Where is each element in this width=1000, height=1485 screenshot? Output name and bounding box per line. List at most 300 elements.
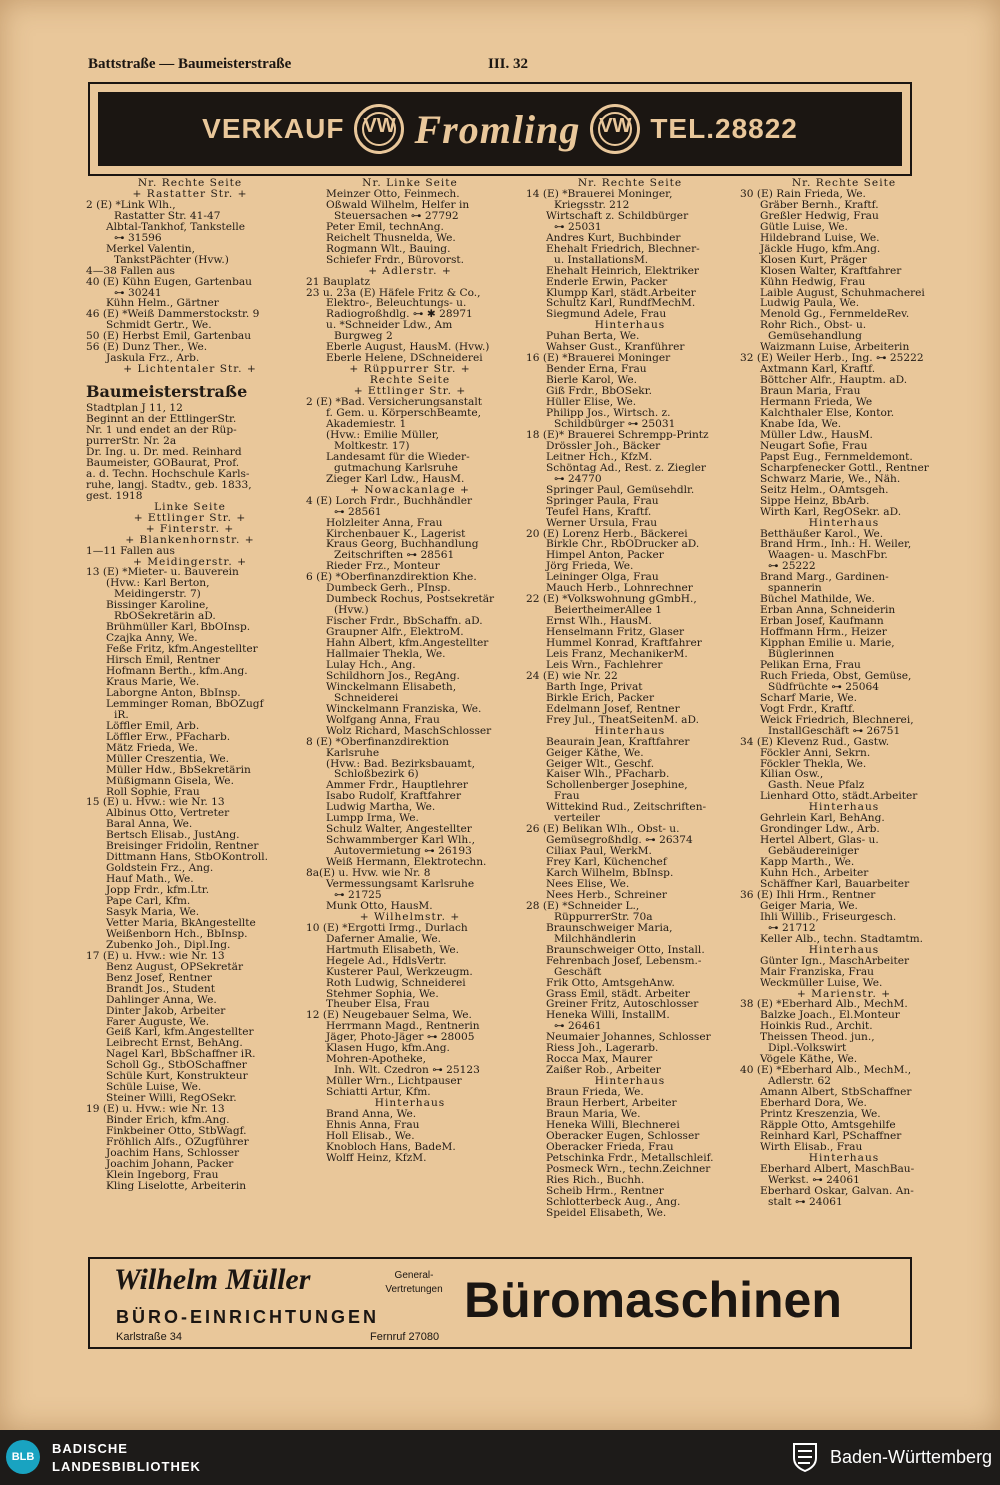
- directory-entry: Oberacker Frieda, Frau: [546, 1140, 674, 1153]
- directory-entry: Geiger Käthe, We.: [546, 746, 644, 759]
- directory-entry: Frau: [554, 790, 580, 803]
- directory-entry: Sippe Heinz, BbArb.: [760, 494, 870, 507]
- directory-entry: Meidingerstr. 7): [114, 588, 201, 601]
- directory-entry: Stehmer Sophia, We.: [326, 987, 439, 1000]
- section-label: Rechte Seite: [369, 374, 451, 387]
- directory-entry: 4—38 Fallen aus: [86, 264, 175, 277]
- directory-entry: Keller Alb., techn. Stadtamtm.: [760, 932, 924, 945]
- directory-entry: Bertsch Elisab., JustAng.: [106, 829, 240, 842]
- directory-entry: Jörg Frieda, We.: [546, 560, 634, 573]
- directory-entry: gutmachung Karlsruhe: [334, 461, 458, 474]
- directory-entry: Ruch Frieda, Obst, Gemüse,: [760, 669, 912, 682]
- directory-entry: Hertel Albert, Glas- u.: [760, 834, 879, 847]
- section-label: Hinterhaus: [808, 1151, 880, 1164]
- directory-entry: 4 (E) Lorch Frdr., Buchhändler: [306, 494, 473, 507]
- directory-entry: Stadtplan J 11, 12: [86, 402, 183, 415]
- directory-entry: (Hvw.: Bad. Bezirksbauamt,: [326, 757, 475, 770]
- directory-entry: ⊶ 24770: [554, 472, 602, 485]
- directory-entry: Karlsruhe: [326, 746, 380, 759]
- directory-entry: 22 (E) *Volkswohnung gGmbH.,: [526, 593, 697, 606]
- directory-entry: Müßigmann Gisela, We.: [106, 774, 234, 787]
- directory-entry: 40 (E) Kühn Eugen, Gartenbau: [86, 275, 253, 288]
- directory-entry: Breisinger Fridolin, Rentner: [106, 840, 259, 853]
- directory-entry: ⊶ 21712: [768, 921, 816, 934]
- directory-entry: Hauf Math., We.: [106, 873, 194, 886]
- directory-entry: Schneiderei: [334, 691, 399, 704]
- directory-entry: Seitz Helm., OAmtsgeh.: [760, 483, 889, 496]
- directory-entry: Fröhlich Alfs., OZugführer: [106, 1136, 249, 1149]
- directory-entry: Theuber Elsa, Frau: [326, 998, 430, 1011]
- directory-entry: Werner Ursula, Frau: [546, 516, 658, 529]
- directory-entry: Papst Eug., Fernmeldemont.: [760, 450, 913, 463]
- directory-entry: Räpple Otto, Amtsgehilfe: [760, 1118, 896, 1131]
- section-label: Nr. Rechte Seite: [137, 178, 243, 189]
- directory-entry: Schildhorn Jos., RegAng.: [326, 669, 460, 682]
- directory-entry: Waagen- u. MaschFbr.: [768, 549, 888, 562]
- directory-entry: ruhe, langj. Stadtv., geb. 1833,: [86, 478, 252, 491]
- directory-entry: Rieder Frz., Monteur: [326, 560, 440, 573]
- directory-entry: Bissinger Karoline,: [106, 599, 209, 612]
- directory-entry: Speidel Elisabeth, We.: [546, 1206, 667, 1219]
- directory-entry: Hartmuth Elisabeth, We.: [326, 943, 459, 956]
- directory-entry: RüppurrerStr. 70a: [554, 910, 653, 923]
- directory-entry: Geiß Karl, kfm.Angestellter: [106, 1026, 254, 1039]
- directory-entry: Braun Herbert, Arbeiter: [546, 1097, 677, 1110]
- directory-entry: 2 (E) *Bad. Versicherungsanstalt: [306, 396, 482, 409]
- directory-entry: Ludwig Martha, We.: [326, 801, 436, 814]
- directory-entry: Schollenberger Josephine,: [546, 779, 688, 792]
- directory-entry: 32 (E) Weiler Herb., Ing. ⊶ 25222: [740, 352, 924, 365]
- directory-entry: ⊶ 28561: [334, 505, 382, 518]
- directory-entry: Kühn Hedwig, Frau: [760, 275, 866, 288]
- directory-entry: Kling Liselotte, Arbeiterin: [106, 1179, 247, 1192]
- directory-entry: Weick Friedrich, Blechnerei,: [760, 713, 914, 726]
- directory-entry: Winckelmann Elisabeth,: [326, 680, 457, 693]
- directory-entry: Ihli Willib., Friseurgesch.: [760, 910, 897, 923]
- directory-entry: Frey Jul., TheatSeitenM. aD.: [546, 713, 699, 726]
- directory-entry: 8 (E) *Oberfinanzdirektion: [306, 735, 449, 748]
- directory-entry: Müller Wrn., Lichtpauser: [326, 1075, 462, 1088]
- baden-wuerttemberg-crest-icon: [792, 1442, 818, 1472]
- directory-entry: Mohren-Apotheke,: [326, 1053, 426, 1066]
- directory-entry: Hermann Frieda, We: [760, 396, 873, 409]
- directory-entry: Peter Emil, technAng.: [326, 220, 444, 233]
- directory-entry: Geiger Maria, We.: [760, 899, 858, 912]
- directory-entry: Baumeister, GOBaurat, Prof.: [86, 456, 240, 469]
- directory-entry: Gasth. Neue Pfalz: [768, 779, 865, 792]
- directory-entry: Leininger Olga, Frau: [546, 571, 659, 584]
- directory-entry: Wittekind Rud., Zeitschriften-: [546, 801, 707, 814]
- directory-entry: Hoinkis Rud., Archit.: [760, 1020, 873, 1033]
- directory-entry: 6 (E) *Oberfinanzdirektion Khe.: [306, 571, 477, 584]
- directory-entry: Kraus Georg, Buchhandlung: [326, 538, 479, 551]
- page-header-streets: Battstraße — Baumeisterstraße: [88, 56, 292, 72]
- directory-entry: Posmeck Wrn., techn.Zeichner: [546, 1162, 711, 1175]
- library-name-line2[interactable]: LANDESBIBLIOTHEK: [52, 1459, 201, 1474]
- directory-entry: ⊶ 21725: [334, 888, 382, 901]
- directory-entry: Kühn Helm., Gärtner: [106, 297, 219, 310]
- directory-entry: Himpel Anton, Packer: [546, 549, 664, 562]
- directory-entry: Merkel Valentin,: [106, 242, 195, 255]
- directory-entry: Knabe Ida, We.: [760, 417, 842, 430]
- directory-entry: Werkst. ⊶ 24061: [768, 1173, 860, 1186]
- directory-entry: Nees Herb., Schreiner: [546, 888, 667, 901]
- directory-entry: Kirchenbauer K., Lagerist: [326, 527, 466, 540]
- directory-entry: ⊶ 30241: [114, 286, 162, 299]
- directory-entry: Scholl Gg., StbOSchaffner: [106, 1059, 247, 1072]
- directory-entry: Braun Maria, Frau: [760, 385, 861, 398]
- directory-entry: Gütle Luise, We.: [760, 220, 848, 233]
- directory-entry: 21 Bauplatz: [306, 275, 371, 288]
- directory-entry: Wolfgang Anna, Frau: [326, 713, 440, 726]
- section-label: Hinterhaus: [594, 1075, 666, 1088]
- directory-entry: Scharf Marie, We.: [760, 691, 857, 704]
- directory-column-2: [306, 178, 514, 1253]
- directory-entry: Wirtschaft z. Schildbürger: [546, 209, 689, 222]
- directory-entry: Dahlinger Anna, We.: [106, 993, 217, 1006]
- directory-entry: Herrmann Magd., Rentnerin: [326, 1020, 480, 1033]
- directory-entry: 46 (E) *Weiß Dammerstockstr. 9: [86, 308, 260, 321]
- directory-entry: Neumaier Johannes, Schlosser: [546, 1031, 711, 1044]
- directory-entry: Weißenborn Hch., BbInsp.: [106, 927, 248, 940]
- directory-entry: Wirth Karl, RegOSekr. aD.: [760, 505, 902, 518]
- directory-entry: Schlotterbeck Aug., Ang.: [546, 1195, 681, 1208]
- directory-entry: iR.: [114, 708, 129, 721]
- section-label: Hinterhaus: [808, 801, 880, 814]
- directory-entry: Joachim Johann, Packer: [106, 1157, 234, 1170]
- directory-entry: Hirsch Emil, Rentner: [106, 654, 221, 667]
- directory-entry: Rastatter Str. 41-47: [114, 209, 221, 222]
- directory-entry: 17 (E) u. Hvw.: wie Nr. 13: [86, 949, 225, 962]
- directory-entry: Brühmüller Karl, BbOInsp.: [106, 621, 251, 634]
- directory-entry: Föckler Thekla, We.: [760, 757, 867, 770]
- directory-entry: 24 (E) wie Nr. 22: [526, 669, 618, 682]
- directory-entry: f. Gem. u. KörperschBeamte,: [326, 407, 482, 420]
- directory-entry: Schwarz Marie, We., Näh.: [760, 472, 901, 485]
- directory-entry: Menold Gg., FernmeldeRev.: [760, 308, 910, 321]
- directory-entry: Hegele Ad., HdlsVertr.: [326, 954, 447, 967]
- section-label: Hinterhaus: [808, 943, 880, 956]
- directory-entry: Erban Josef, Kaufmann: [760, 615, 884, 628]
- directory-entry: Jäckle Hugo, kfm.Ang.: [760, 242, 881, 255]
- directory-entry: Albinus Otto, Vertreter: [106, 807, 230, 820]
- vw-logo-icon: VW: [590, 104, 640, 154]
- directory-entry: Moltkestr. 17): [334, 439, 410, 452]
- banner-brand: Fromling: [414, 106, 581, 152]
- section-label: + Wilhelmstr. +: [359, 910, 461, 923]
- directory-entry: Hüller Elise, We.: [546, 396, 637, 409]
- directory-entry: Philipp Jos., Wirtsch. z.: [546, 407, 671, 420]
- directory-entry: Scheib Hrm., Rentner: [546, 1184, 664, 1197]
- directory-entry: Gräber Bernh., Kraftf.: [760, 198, 879, 211]
- directory-entry: 40 (E) *Eberhard Alb., MechM.,: [740, 1064, 912, 1077]
- directory-entry: Kalchthaler Else, Kontor.: [760, 407, 895, 420]
- directory-entry: Nr. 1 und endet an der Rüp-: [86, 424, 237, 437]
- wilhelm-mueller-advertisement: [88, 1257, 912, 1349]
- directory-entry: Sasyk Maria, We.: [106, 906, 200, 918]
- directory-entry: Zieger Karl Ldw., HausM.: [326, 472, 465, 485]
- directory-entry: Fischer Frdr., BbSchaffn. aD.: [326, 615, 483, 628]
- directory-entry: Teufel Hans, Kraftf.: [546, 505, 652, 518]
- directory-entry: Akademiestr. 1: [326, 417, 407, 430]
- directory-entry: Ludwig Paula, We.: [760, 297, 860, 310]
- directory-entry: Günter Ign., MaschArbeiter: [760, 954, 910, 967]
- directory-entry: Klein Ingeborg, Frau: [106, 1168, 219, 1181]
- directory-entry: Braunschweiger Otto, Install.: [546, 943, 705, 956]
- banner-verkauf: VERKAUF: [202, 113, 345, 144]
- library-footer-bar: [0, 1430, 1000, 1485]
- directory-entry: Edelmann Josef, Rentner: [546, 702, 680, 715]
- directory-entry: Wahser Gust., Kranführer: [546, 341, 685, 354]
- directory-entry: Kipphan Emilie u. Marie,: [760, 637, 895, 650]
- directory-entry: Oßwald Wilhelm, Helfer in: [326, 198, 470, 211]
- directory-entry: Birkle Erich, Packer: [546, 691, 655, 704]
- ad-buro-einrichtungen: BÜRO-EINRICHTUNGEN: [116, 1307, 379, 1327]
- directory-entry: Lienhard Otto, städt.Arbeiter: [760, 790, 918, 803]
- directory-entry: Wolz Richard, MaschSchlosser: [326, 724, 492, 737]
- directory-entry: Adlerstr. 62: [768, 1075, 831, 1088]
- directory-entry: Birkle Chr., RbODrucker aD.: [546, 538, 700, 551]
- directory-entry: Jäger, Photo-Jäger ⊶ 28005: [326, 1031, 475, 1044]
- directory-entry: 30 (E) Rain Frieda, We.: [740, 187, 866, 200]
- directory-entry: Kuhn Hch., Arbeiter: [760, 867, 869, 880]
- directory-entry: Springer Paula, Frau: [546, 494, 659, 507]
- directory-entry: verteiler: [554, 812, 600, 825]
- directory-entry: Autovermietung ⊶ 26193: [334, 845, 472, 858]
- directory-entry: Föckler Anni, Sekrn.: [760, 746, 871, 759]
- directory-entry: Dittmann Hans, StbOKontroll.: [106, 851, 268, 864]
- directory-entry: Benz August, OPSekretär: [106, 960, 244, 973]
- ad-company-name: Wilhelm Müller: [114, 1263, 311, 1296]
- directory-entry: stalt ⊶ 24061: [768, 1195, 843, 1208]
- banner-phone: TEL.28822: [650, 113, 798, 144]
- directory-entry: a. d. Techn. Hochschule Karls-: [86, 467, 250, 480]
- directory-entry: Wirth Elisab., Frau: [760, 1140, 863, 1153]
- directory-entry: Kriegsstr. 212: [554, 198, 630, 211]
- directory-entry: Barth Inge, Privat: [546, 680, 643, 693]
- directory-entry: Beaurain Jean, Kraftfahrer: [546, 735, 690, 748]
- directory-entry: Petschinka Frdr., Metallschleif.: [546, 1151, 714, 1164]
- directory-entry: Jaskula Frz., Arb.: [106, 352, 200, 365]
- section-label: Hinterhaus: [374, 1097, 446, 1110]
- directory-entry: Gebäudereiniger: [768, 845, 859, 858]
- directory-entry: Reichelt Thusnelda, We.: [326, 231, 456, 244]
- directory-entry: Schultz Karl, RundfMechM.: [546, 297, 696, 310]
- directory-entry: 8a(E) u. Hvw. wie Nr. 8: [306, 867, 431, 880]
- directory-entry: Müller Creszentia, We.: [106, 752, 230, 765]
- directory-entry: Oberacker Eugen, Schlosser: [546, 1129, 700, 1142]
- directory-entry: Albtal-Tankhof, Tankstelle: [106, 220, 246, 233]
- directory-entry: 26 (E) Belikan Wlh., Obst- u.: [526, 823, 680, 836]
- directory-entry: Schwammberger Karl Wlh.,: [326, 834, 475, 847]
- directory-entry: Klosen Walter, Kraftfahrer: [760, 264, 902, 277]
- directory-entry: Inh. Wlt. Czedron ⊶ 25123: [334, 1064, 480, 1077]
- directory-entry: Nagel Karl, BbSchaffner iR.: [106, 1048, 256, 1061]
- directory-entry: Zeitschriften ⊶ 28561: [334, 549, 455, 562]
- directory-entry: TankstPächter (Hvw.): [114, 253, 229, 266]
- directory-entry: Gemüsegroßhdlg. ⊶ 26374: [546, 834, 693, 847]
- directory-entry: Dipl.-Volkswirt: [768, 1042, 847, 1055]
- directory-entry: BeiertheimerAllee 1: [554, 604, 662, 617]
- directory-entry: 1—11 Fallen aus: [86, 544, 175, 557]
- directory-entry: 36 (E) Ihli Hrm., Rentner: [740, 888, 876, 901]
- directory-entry: Schöntag Ad., Rest. z. Ziegler: [546, 461, 706, 474]
- directory-entry: Schüle Kurt, Konstrukteur: [106, 1070, 248, 1083]
- directory-entry: u. InstallationsM.: [554, 253, 649, 266]
- ad-phone: Fernruf 27080: [370, 1331, 440, 1343]
- directory-entry: Hildebrand Luise, We.: [760, 231, 880, 244]
- directory-entry: 15 (E) u. Hvw.: wie Nr. 13: [86, 796, 225, 809]
- directory-entry: Pape Carl, Kfm.: [106, 895, 191, 908]
- directory-entry: Isabo Rudolf, Kraftfahrer: [326, 790, 462, 803]
- section-label: Hinterhaus: [594, 724, 666, 737]
- directory-entry: Ciliax Paul, WerkM.: [546, 845, 652, 858]
- directory-entry: Rocca Max, Maurer: [546, 1053, 653, 1066]
- directory-entry: Dumbeck Gerh., PInsp.: [326, 582, 451, 595]
- directory-entry: Vogt Frdr., Kraftf.: [760, 702, 856, 715]
- directory-entry: Knobloch Hans, BadeM.: [326, 1140, 456, 1153]
- directory-entry: 14 (E) *Brauerei Moninger,: [526, 187, 673, 200]
- directory-entry: gest. 1918: [86, 489, 143, 502]
- directory-entry: Giß Frdr., BbOSekr.: [546, 385, 652, 398]
- directory-entry: Waizmann Luise, Arbeiterin: [760, 341, 910, 354]
- directory-entry: Südfrüchte ⊶ 25064: [768, 680, 879, 693]
- directory-entry: 19 (E) u. Hvw.: wie Nr. 13: [86, 1103, 225, 1116]
- directory-entry: Ehehalt Friedrich, Blechner-: [546, 242, 700, 255]
- section-label: + Nowackanlage +: [350, 483, 470, 496]
- section-label: + Blankenhornstr. +: [125, 533, 255, 546]
- directory-entry: InstallGeschäft ⊶ 26751: [768, 724, 901, 737]
- directory-entry: 23 u. 23a (E) Häfele Fritz & Co.,: [306, 286, 481, 299]
- directory-entry: Ammer Frdr., Hauptlehrer: [326, 779, 468, 792]
- directory-entry: Pelikan Erna, Frau: [760, 658, 861, 671]
- directory-entry: Kusterer Paul, Werkzeugm.: [326, 965, 473, 978]
- blb-logo-icon[interactable]: BLB: [6, 1440, 40, 1474]
- directory-entry: Landesamt für die Wieder-: [326, 450, 470, 463]
- directory-entry: 16 (E) *Brauerei Moninger: [526, 352, 671, 365]
- directory-entry: 13 (E) *Mieter- u. Bauverein: [86, 566, 239, 579]
- page-number: III. 32: [488, 56, 529, 72]
- section-label: + Marienstr. +: [796, 987, 892, 1000]
- directory-entry: Braunschweiger Maria,: [546, 921, 673, 934]
- directory-entry: Büglerinnen: [768, 647, 835, 660]
- directory-entry: Roll Sophie, Frau: [106, 785, 200, 798]
- directory-entry: Mauch Herb., Lohnrechner: [546, 582, 693, 595]
- directory-entry: Binder Erich, kfm.Ang.: [106, 1114, 230, 1127]
- directory-entry: Brand Marg., Gardinen-: [760, 571, 889, 584]
- directory-entry: Müller Hdw., BbSekretärin: [106, 763, 251, 776]
- directory-entry: ⊶ 26461: [554, 1020, 602, 1033]
- directory-entry: Kilian Osw.,: [760, 768, 824, 781]
- directory-entry: Axtmann Karl, Kraftf.: [760, 363, 876, 376]
- directory-entry: Kraus Marie, We.: [106, 675, 200, 688]
- section-label: + Ettlinger Str. +: [133, 511, 247, 524]
- directory-entry: Henselmann Fritz, Glaser: [546, 626, 685, 639]
- directory-entry: 56 (E) Dunz Ther., We.: [86, 341, 208, 354]
- directory-entry: RbOSekretärin aD.: [114, 610, 216, 623]
- directory-entry: Holzleiter Anna, Frau: [326, 516, 443, 529]
- directory-entry: Drössler Joh., Bäcker: [546, 439, 661, 452]
- directory-entry: Schildbürger ⊶ 25031: [554, 417, 676, 430]
- directory-entry: Puhan Berta, We.: [546, 330, 640, 343]
- directory-entry: Weiß Hermann, Elektrotechn.: [326, 856, 487, 869]
- section-label: Hinterhaus: [808, 516, 880, 529]
- directory-entry: Amann Albert, StbSchaffner: [760, 1086, 912, 1099]
- section-label: + Rüppurrer Str. +: [349, 363, 471, 376]
- directory-entry: Elektro-, Beleuchtungs- u.: [326, 297, 467, 310]
- directory-entry: Geiger Wlt., Geschf.: [546, 757, 655, 770]
- directory-entry: Andres Kurt, Buchbinder: [546, 231, 681, 244]
- section-label: + Meidingerstr. +: [132, 555, 248, 568]
- section-label: Nr. Rechte Seite: [791, 178, 897, 189]
- directory-entry: Ries Rich., Buchh.: [546, 1173, 645, 1186]
- directory-entry: u. *Schneider Ldw., Am: [326, 319, 453, 332]
- directory-entry: Betthäußer Karol., We.: [760, 527, 884, 540]
- directory-entry: 2 (E) *Link Wlh.,: [86, 198, 176, 211]
- directory-entry: Siegmund Adele, Frau: [546, 308, 667, 321]
- directory-entry: 12 (E) Neugebauer Selma, We.: [306, 1009, 472, 1022]
- directory-entry: Löffler Emil, Arb.: [106, 719, 200, 732]
- directory-entry: Mair Franziska, Frau: [760, 965, 874, 978]
- directory-entry: Ehnis Anna, Frau: [326, 1118, 420, 1131]
- directory-entry: Frik Otto, AmtsgehAnw.: [546, 976, 675, 989]
- directory-entry: Gehrlein Karl, BehAng.: [760, 812, 885, 825]
- directory-entry: 10 (E) *Ergotti Irmg., Durlach: [306, 921, 468, 934]
- directory-entry: Vermessungsamt Karlsruhe: [326, 878, 475, 890]
- directory-entry: Bierle Karol, We.: [546, 374, 637, 387]
- directory-column-4: [740, 178, 948, 1253]
- directory-entry: Erban Anna, Schneiderin: [760, 604, 896, 617]
- directory-entry: Lulay Hch., Ang.: [326, 658, 416, 671]
- section-label: Nr. Rechte Seite: [577, 178, 683, 189]
- directory-entry: Reinhard Karl, PSchaffner: [760, 1129, 902, 1142]
- directory-entry: Karch Wilhelm, BbInsp.: [546, 867, 674, 880]
- directory-entry: Balzke Joach., El.Monteur: [760, 1009, 900, 1022]
- directory-entry: Vögele Käthe, We.: [760, 1053, 858, 1066]
- section-label: + Rastatter Str. +: [132, 187, 248, 200]
- directory-entry: Braun Maria, We.: [546, 1108, 641, 1121]
- directory-entry: Heneka Willi, Blechnerei: [546, 1118, 680, 1131]
- directory-entry: Baral Anna, We.: [106, 818, 193, 831]
- directory-entry: Wolff Heinz, KfzM.: [326, 1151, 427, 1164]
- ad-address: Karlstraße 34: [116, 1331, 183, 1343]
- directory-entry: Lemminger Roman, BbOZugf: [106, 697, 264, 710]
- directory-entry: Müller Ldw., HausM.: [760, 428, 873, 441]
- directory-entry: Hofmann Berth., kfm.Ang.: [106, 665, 248, 678]
- directory-entry: Laible August, Schuhmacherei: [760, 286, 925, 299]
- directory-entry: Büchel Mathilde, We.: [760, 593, 875, 606]
- directory-entry: Löffler Erw., PFacharb.: [106, 730, 231, 743]
- directory-entry: Farer Auguste, We.: [106, 1015, 210, 1028]
- directory-entry: Böttcher Alfr., Hauptm. aD.: [760, 374, 908, 387]
- directory-entry: Geschäft: [554, 965, 602, 978]
- directory-entry: Hahn Albert, kfm.Angestellter: [326, 637, 489, 650]
- directory-entry: Schüle Luise, We.: [106, 1081, 202, 1094]
- directory-entry: Meinzer Otto, Feinmech.: [326, 187, 460, 200]
- library-name-line1[interactable]: BADISCHE: [52, 1441, 128, 1456]
- directory-entry: Greiner Fritz, Autoschlosser: [546, 998, 699, 1011]
- ad-bueromaschinen: Büromaschinen: [464, 1272, 842, 1328]
- directory-entry: Joachim Hans, Schlosser: [106, 1146, 240, 1159]
- directory-entry: Hummel Konrad, Kraftfahrer: [546, 637, 702, 650]
- directory-entry: Klasen Hugo, kfm.Ang.: [326, 1042, 450, 1055]
- directory-entry: Burgweg 2: [334, 330, 393, 343]
- vw-logo-icon: VW: [354, 104, 404, 154]
- directory-entry: Steiner Willi, RegOSekr.: [106, 1092, 237, 1105]
- directory-entry: ⊶ 31596: [114, 231, 162, 244]
- state-name[interactable]: Baden-Württemberg: [830, 1447, 993, 1467]
- fromling-advertisement: [88, 82, 912, 176]
